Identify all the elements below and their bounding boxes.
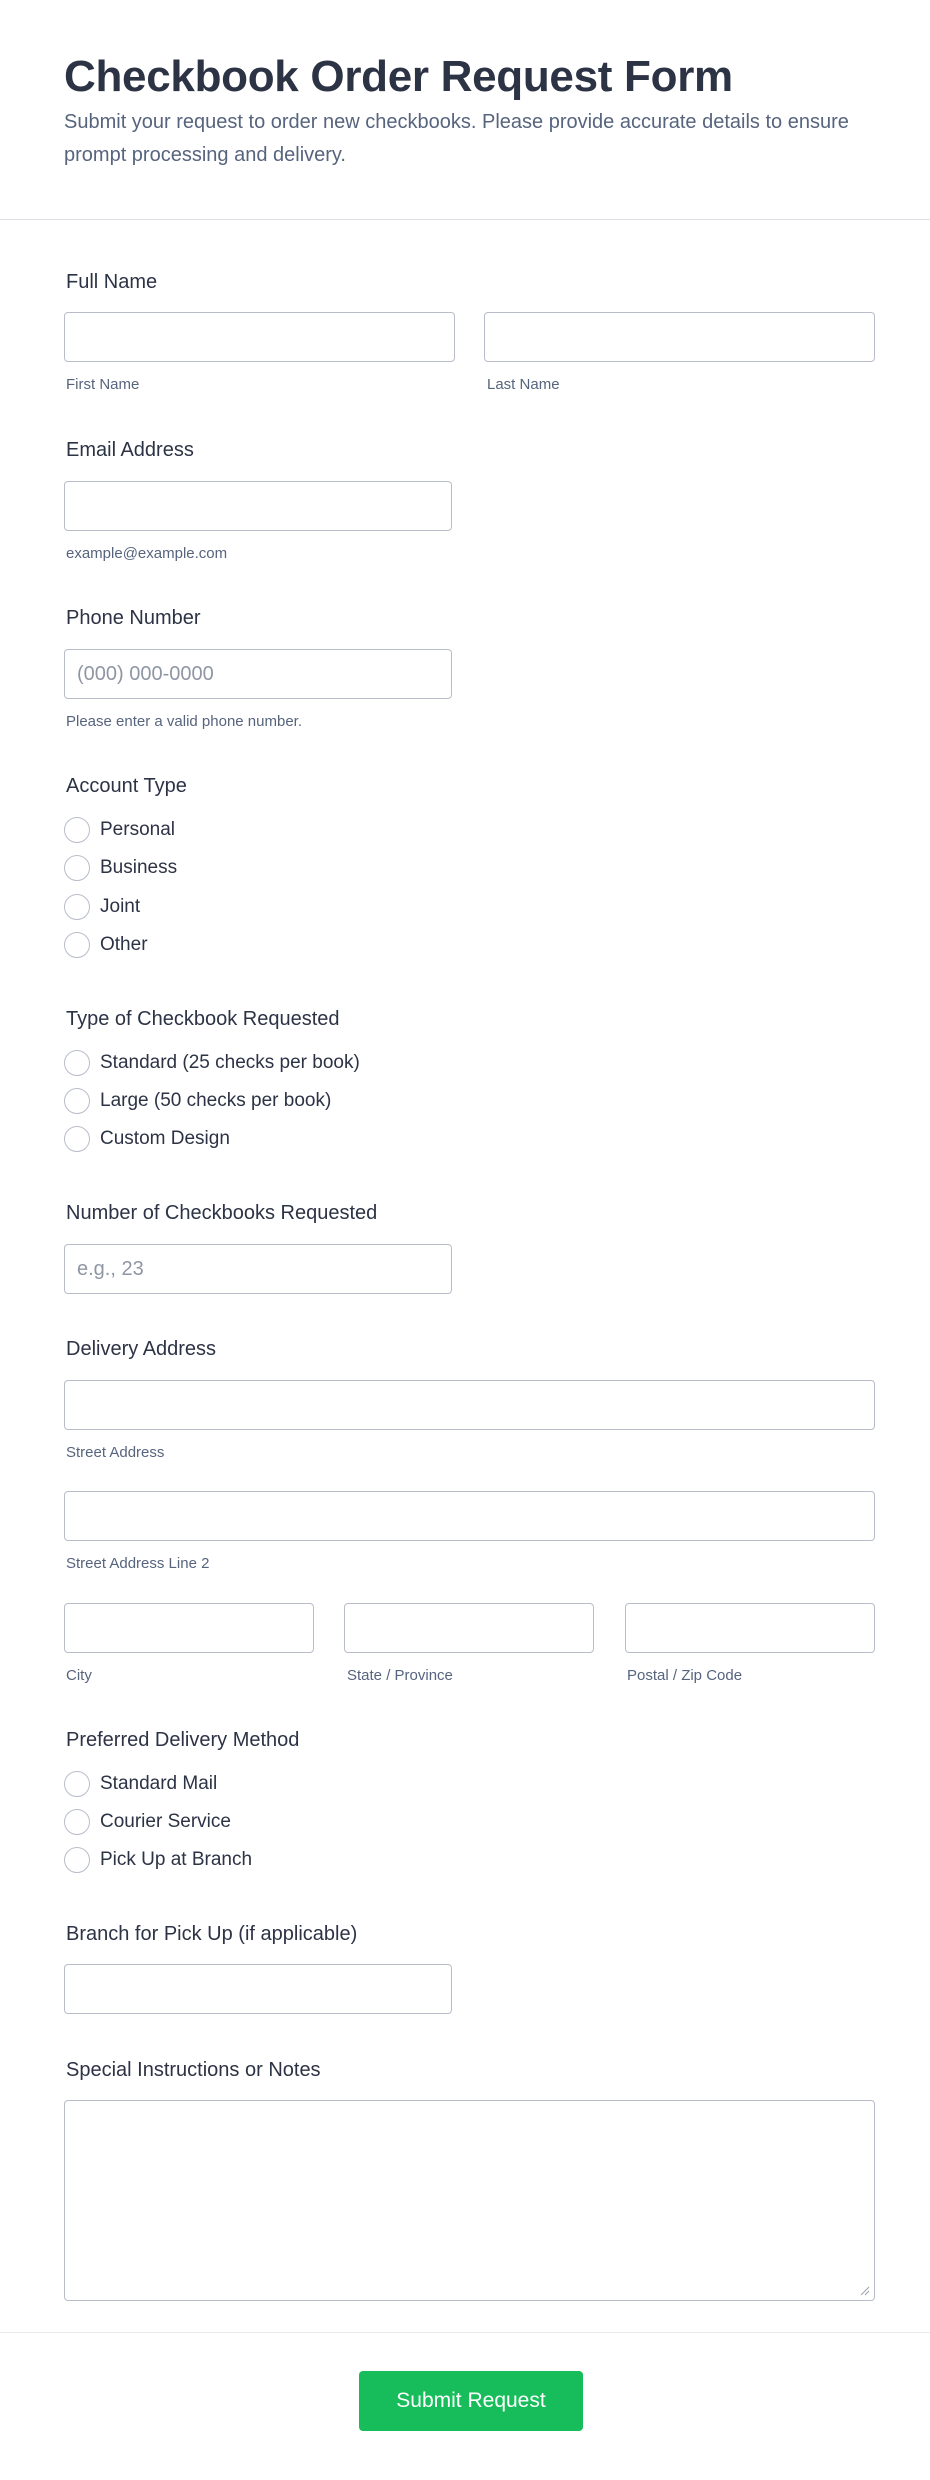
checkbook-type-label: Type of Checkbook Requested (66, 1008, 340, 1030)
quantity-label: Number of Checkbooks Requested (66, 1202, 378, 1224)
email-input[interactable] (64, 481, 452, 531)
delivery-address-label: Delivery Address (66, 1338, 217, 1360)
city-sublabel: City (66, 1667, 92, 1684)
city-input[interactable] (64, 1603, 314, 1653)
resize-handle-icon[interactable] (858, 2284, 870, 2296)
zip-input[interactable] (625, 1603, 875, 1653)
radio-delivery-standard-mail[interactable] (64, 1770, 217, 1798)
phone-sublabel: Please enter a valid phone number. (66, 713, 302, 730)
radio-checkbook-large[interactable] (64, 1087, 331, 1115)
first-name-sublabel: First Name (66, 376, 140, 393)
quantity-input[interactable] (64, 1244, 452, 1294)
radio-label: Pick Up at Branch (100, 1849, 253, 1870)
notes-label: Special Instructions or Notes (66, 2059, 321, 2081)
radio-button[interactable] (64, 1847, 90, 1873)
radio-button[interactable] (64, 817, 90, 843)
phone-input[interactable] (64, 649, 452, 699)
form-header (0, 0, 930, 220)
radio-label: Courier Service (100, 1811, 231, 1832)
radio-label: Other (100, 934, 148, 955)
radio-label: Personal (100, 819, 175, 840)
radio-button[interactable] (64, 894, 90, 920)
state-input[interactable] (344, 1603, 594, 1653)
radio-button[interactable] (64, 1126, 90, 1152)
notes-textarea[interactable] (64, 2100, 875, 2301)
account-type-label: Account Type (66, 775, 187, 797)
radio-button[interactable] (64, 1771, 90, 1797)
delivery-method-label: Preferred Delivery Method (66, 1729, 300, 1751)
submit-button[interactable]: Submit Request (359, 2371, 583, 2431)
radio-label: Standard Mail (100, 1773, 218, 1794)
radio-account-joint[interactable] (64, 893, 140, 921)
radio-label: Large (50 checks per book) (100, 1090, 332, 1111)
radio-account-personal[interactable] (64, 816, 175, 844)
last-name-sublabel: Last Name (487, 376, 560, 393)
radio-button[interactable] (64, 1088, 90, 1114)
email-sublabel: example@example.com (66, 545, 228, 562)
radio-button[interactable] (64, 932, 90, 958)
street-address-line2-input[interactable] (64, 1491, 875, 1541)
radio-delivery-pickup[interactable] (64, 1846, 252, 1874)
page-subtitle: Submit your request to order new checkbooks. Please provide accurate details to ensure prompt processing and delivery. (64, 111, 849, 166)
first-name-input[interactable] (64, 312, 455, 362)
radio-checkbook-standard[interactable] (64, 1049, 360, 1077)
street-address-line2-sublabel: Street Address Line 2 (66, 1555, 210, 1572)
radio-delivery-courier[interactable] (64, 1808, 231, 1836)
street-address-sublabel: Street Address (66, 1444, 165, 1461)
radio-label: Business (100, 857, 178, 878)
page-title: Checkbook Order Request Form (64, 52, 733, 101)
radio-button[interactable] (64, 1809, 90, 1835)
radio-button[interactable] (64, 1050, 90, 1076)
radio-label: Standard (25 checks per book) (100, 1052, 360, 1073)
radio-button[interactable] (64, 855, 90, 881)
state-sublabel: State / Province (347, 1667, 453, 1684)
email-label: Email Address (66, 439, 194, 461)
last-name-input[interactable] (484, 312, 875, 362)
branch-input[interactable] (64, 1964, 452, 2014)
street-address-input[interactable] (64, 1380, 875, 1430)
phone-label: Phone Number (66, 607, 201, 629)
radio-account-other[interactable] (64, 931, 148, 959)
full-name-label: Full Name (66, 271, 158, 293)
branch-label: Branch for Pick Up (if applicable) (66, 1923, 358, 1945)
zip-sublabel: Postal / Zip Code (627, 1667, 743, 1684)
radio-account-business[interactable] (64, 854, 177, 882)
radio-checkbook-custom[interactable] (64, 1125, 230, 1153)
radio-label: Joint (100, 896, 141, 917)
radio-label: Custom Design (100, 1128, 230, 1149)
